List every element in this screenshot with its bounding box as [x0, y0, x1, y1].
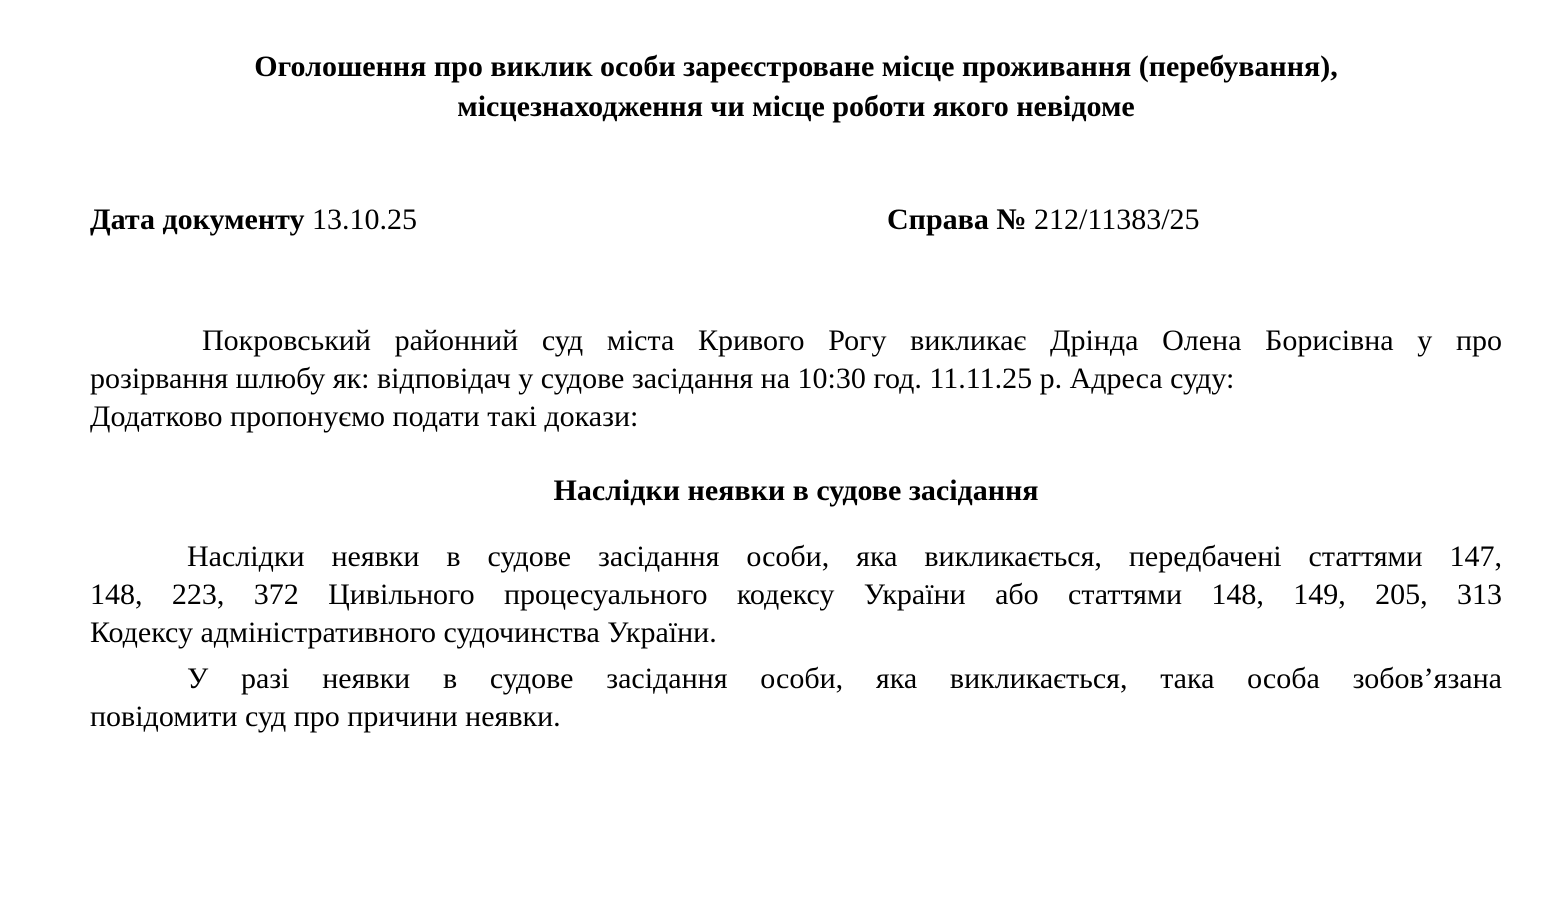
summons-paragraph	[90, 322, 1502, 436]
consequences-p1-line-1: Наслідки неявки в судове засідання особи, яка викликається, передбачені статтями 147,	[187, 540, 1502, 573]
consequences-paragraph-1	[90, 538, 1502, 652]
consequences-paragraph-2	[90, 660, 1502, 736]
document-title-line-1: Оголошення про виклик особи зареєстроване місце проживання (перебування),	[254, 50, 1338, 83]
consequences-p2-line-1: У разі неявки в судове засідання особи, яка викликається, така особа зобов’язана	[187, 662, 1502, 695]
summons-line-3: Додатково пропонуємо подати такі докази:	[90, 400, 639, 433]
case-number-value: 212/11383/25	[1033, 203, 1200, 236]
summons-line-1: Покровський районний суд міста Кривого Рогу викликає Дрінда Олена Борисівна у про	[202, 324, 1502, 357]
case-number-label: Справа №	[887, 203, 1027, 236]
consequences-p2-line-2: повідомити суд про причини неявки.	[90, 700, 561, 733]
document-title-line-2: місцезнаходження чи місце роботи якого невідоме	[457, 90, 1135, 123]
consequences-p1-line-2: 148, 223, 372 Цивільного процесуального кодексу України або статтями 148, 149, 205, 313	[90, 578, 1502, 611]
consequences-heading: Наслідки неявки в судове засідання	[553, 474, 1039, 507]
consequences-p1-line-3: Кодексу адміністративного судочинства України.	[90, 616, 717, 649]
document-date	[90, 201, 417, 239]
document-date-label: Дата документу	[90, 203, 305, 236]
summons-line-2: розірвання шлюбу як: відповідач у судове засідання на 10:30 год. 11.11.25 р. Адреса суду:	[90, 362, 1235, 395]
document-date-value: 13.10.25	[311, 203, 417, 236]
case-number	[887, 201, 1200, 239]
